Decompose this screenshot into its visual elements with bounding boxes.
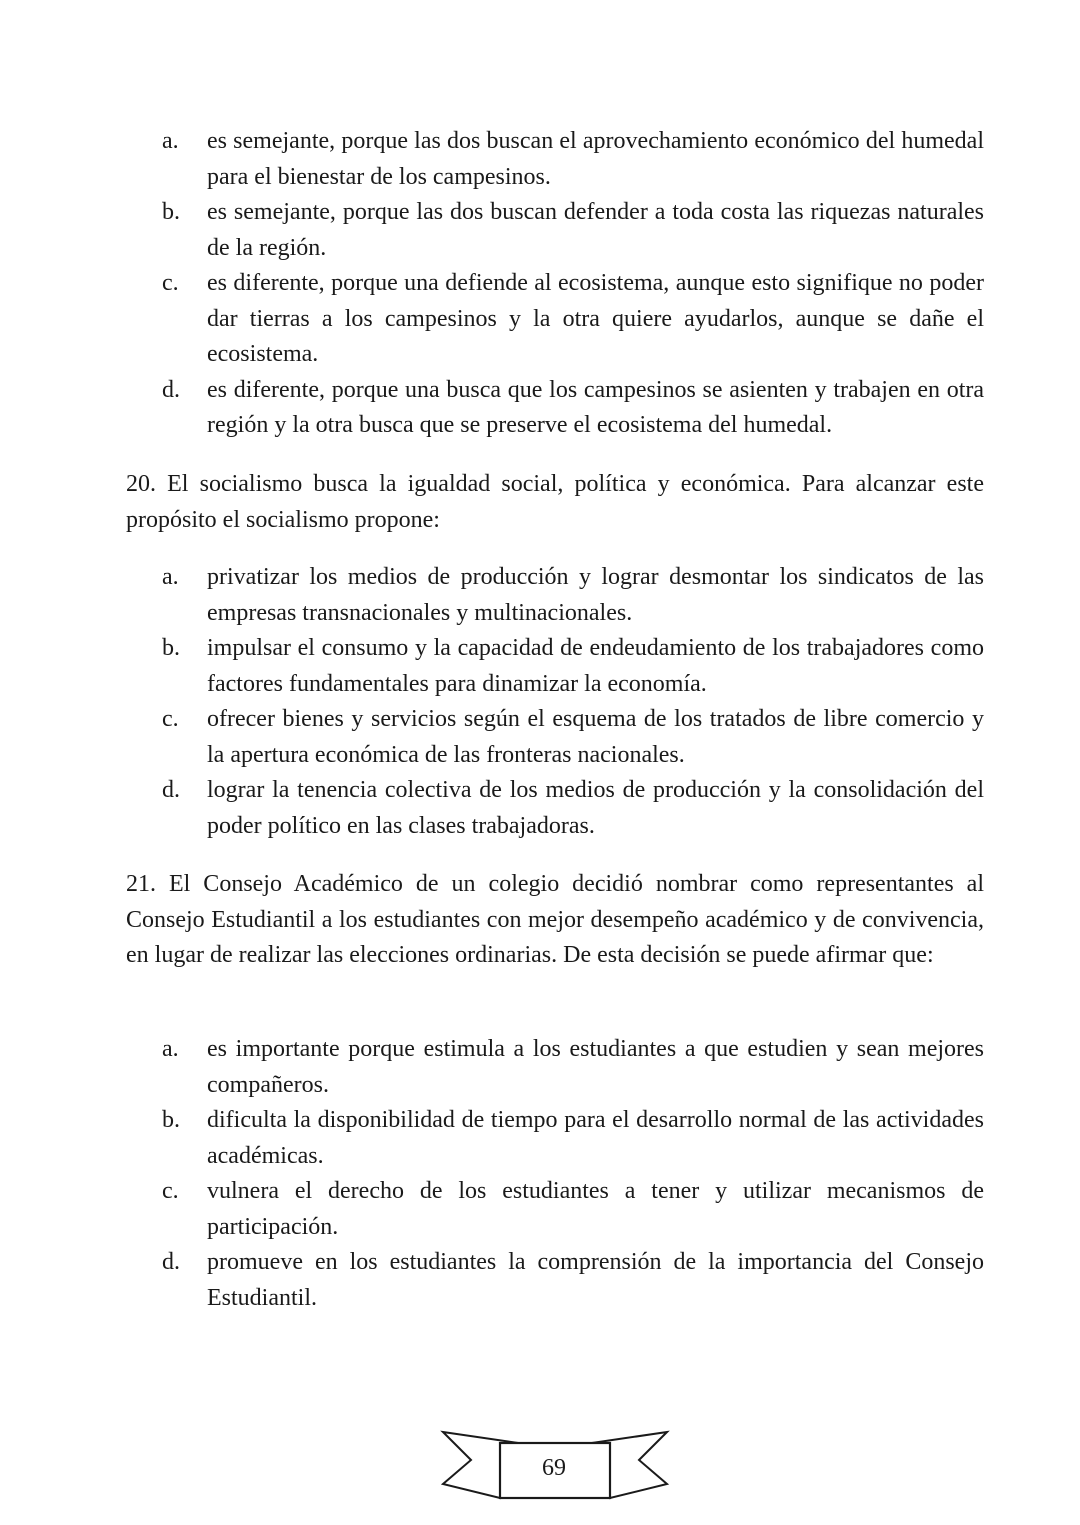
option-text: vulnera el derecho de los estudiantes a tener y utilizar mecanismos de participación. [207, 1178, 984, 1240]
option-letter: c. [162, 1178, 179, 1204]
option-21-d [162, 1245, 984, 1316]
option-21-a [162, 1032, 984, 1103]
option-text: es importante porque estimula a los estudiantes a que estudien y sean mejores compañeros. [207, 1036, 984, 1098]
option-text: es diferente, porque una busca que los campesinos se asienten y trabajen en otra región y la otra busca que se preserve el ecosistema del humedal. [207, 376, 984, 438]
option-20-d [162, 773, 984, 844]
option-letter: a. [162, 564, 179, 590]
option-text: es semejante, porque las dos buscan defender a toda costa las riquezas naturales de la región. [207, 199, 984, 261]
option-21-b [162, 1103, 984, 1174]
option-19-b [162, 195, 984, 266]
option-letter: a. [162, 128, 179, 154]
option-letter: d. [162, 1249, 180, 1275]
option-text: lograr la tenencia colectiva de los medios de producción y la consolidación del poder político en las clases trabajadoras. [207, 777, 984, 839]
option-text: es semejante, porque las dos buscan el aprovechamiento económico del humedal para el bienestar de los campesinos. [207, 128, 984, 190]
option-19-c [162, 266, 984, 373]
option-text: ofrecer bienes y servicios según el esquema de los tratados de libre comercio y la apertura económica de las fronteras nacionales. [207, 706, 984, 768]
option-letter: d. [162, 777, 180, 803]
question-19-options [162, 124, 984, 444]
option-19-a [162, 124, 984, 195]
option-20-b [162, 631, 984, 702]
option-19-d [162, 373, 984, 444]
option-text: dificulta la disponibilidad de tiempo para el desarrollo normal de las actividades académicas. [207, 1107, 984, 1169]
page-number: 69 [542, 1455, 566, 1481]
option-text: impulsar el consumo y la capacidad de endeudamiento de los trabajadores como factores fundamentales para dinamizar la economía. [207, 635, 984, 697]
option-21-c [162, 1174, 984, 1245]
option-text: es diferente, porque una defiende al ecosistema, aunque esto signifique no poder dar tierras a los campesinos y la otra quiere ayudarlos, aunque se dañe el ecosistema. [207, 270, 984, 367]
option-letter: d. [162, 376, 180, 403]
question-21-prompt: 21. El Consejo Académico de un colegio decidió nombrar como representantes al Consejo Estudiantil a los estudiantes con mejor desempeño académico y de convivencia, en lugar de realizar las elecciones ordinarias. De esta decisión se puede afirmar que: [126, 871, 984, 968]
option-letter: c. [162, 270, 179, 296]
question-20-options [162, 560, 984, 844]
option-text: promueve en los estudiantes la comprensión de la importancia del Consejo Estudiantil. [207, 1249, 984, 1311]
option-20-a [162, 560, 984, 631]
question-20-prompt: 20. El socialismo busca la igualdad social, política y económica. Para alcanzar este propósito el socialismo propone: [126, 471, 984, 533]
option-letter: a. [162, 1036, 179, 1062]
option-letter: b. [162, 199, 180, 225]
option-letter: b. [162, 635, 180, 661]
option-20-c [162, 702, 984, 773]
option-letter: b. [162, 1107, 180, 1133]
question-21-options [162, 1032, 984, 1316]
option-text: privatizar los medios de producción y lograr desmontar los sindicatos de las empresas transnacionales y multinacionales. [207, 564, 984, 626]
option-letter: c. [162, 706, 179, 732]
